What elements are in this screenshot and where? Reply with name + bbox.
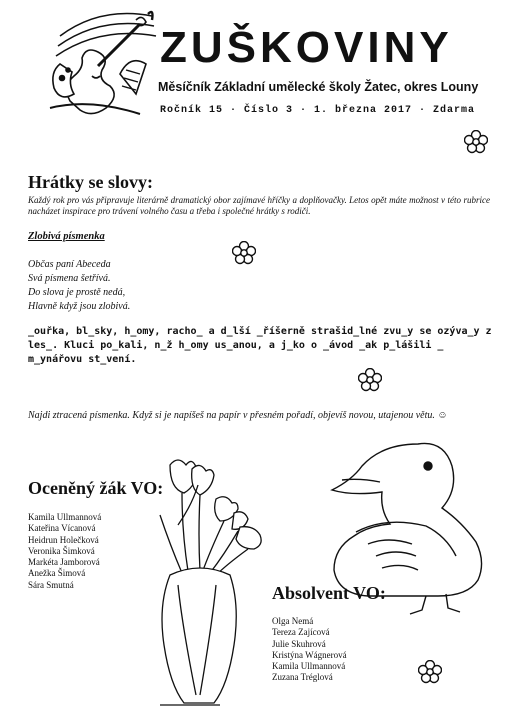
issue-line: Ročník 15 · Číslo 3 · 1. března 2017 · Zdarma xyxy=(160,105,476,116)
flower-icon xyxy=(358,368,382,392)
list-item: Tereza Zajícová xyxy=(272,627,330,638)
list-item: Olga Nemá xyxy=(272,616,314,626)
poem-line: Občas paní Abeceda xyxy=(28,259,111,270)
puzzle-instruction: Najdi ztracená písmenka. Když si je napíšeš na papír v přesném pořadí, objevíš novou, utajenou větu. ☺ xyxy=(28,410,448,421)
awarded-list xyxy=(28,512,101,591)
list-item: Heidrun Holečková xyxy=(28,534,99,545)
poem-line: Do slova je prostě nedá, xyxy=(28,287,126,298)
list-item: Veronika Šimková xyxy=(28,545,95,556)
flower-icon xyxy=(418,660,442,684)
list-item: Markéta Jamborová xyxy=(28,557,100,568)
poem-line: Hlavně když jsou zlobivá. xyxy=(28,301,131,312)
list-item: Kateřina Vícanová xyxy=(28,523,96,534)
poem xyxy=(28,258,130,314)
list-item: Zuzana Tréglová xyxy=(272,672,333,683)
graduate-list xyxy=(272,616,347,684)
list-item: Kristýna Wágnerová xyxy=(272,649,347,660)
section-title-oceneny: Oceněný žák VO: xyxy=(28,478,164,498)
list-item: Kamila Ullmannová xyxy=(28,512,102,522)
poem-title: Zlobivá písmenka xyxy=(28,231,105,242)
music-violin-logo-icon xyxy=(40,6,160,124)
section-title-hratky: Hrátky se slovy: xyxy=(28,172,153,192)
puzzle-text: _ouřka, bl_sky, h_omy, racho_ a d_lší _říšerně strašid_lné zvu_y se ozýva_y z les_. Kluci po_kali, n_ž h_omy us_anou, a j_ko o _ávod _ak p_lášili _ m_ynářovu st_vení. xyxy=(28,326,492,365)
list-item: Sára Smutná xyxy=(28,579,74,590)
masthead-subtitle: Měsíčník Základní umělecké školy Žatec, okres Louny xyxy=(158,80,479,94)
section-title-absolvent: Absolvent VO: xyxy=(272,583,386,603)
list-item: Kamila Ullmannová xyxy=(272,661,346,672)
flower-icon xyxy=(232,241,256,265)
poem-line: Svá písmena šetřívá. xyxy=(28,273,111,284)
list-item: Julie Skuhrová xyxy=(272,638,326,649)
masthead-title: ZUŠKOVINY xyxy=(160,23,453,72)
list-item: Anežka Šimová xyxy=(28,568,86,579)
flower-icon xyxy=(464,130,488,154)
section-intro: Každý rok pro vás připravuje literárně dramatický obor zajímavé hříčky a doplňovačky. Letos opět máte možnost v této rubrice nacházet inspirace pro trávení volného času a třeba i společné hrátky s rodiči. xyxy=(28,195,490,216)
tulip-vase-drawing xyxy=(130,455,280,710)
